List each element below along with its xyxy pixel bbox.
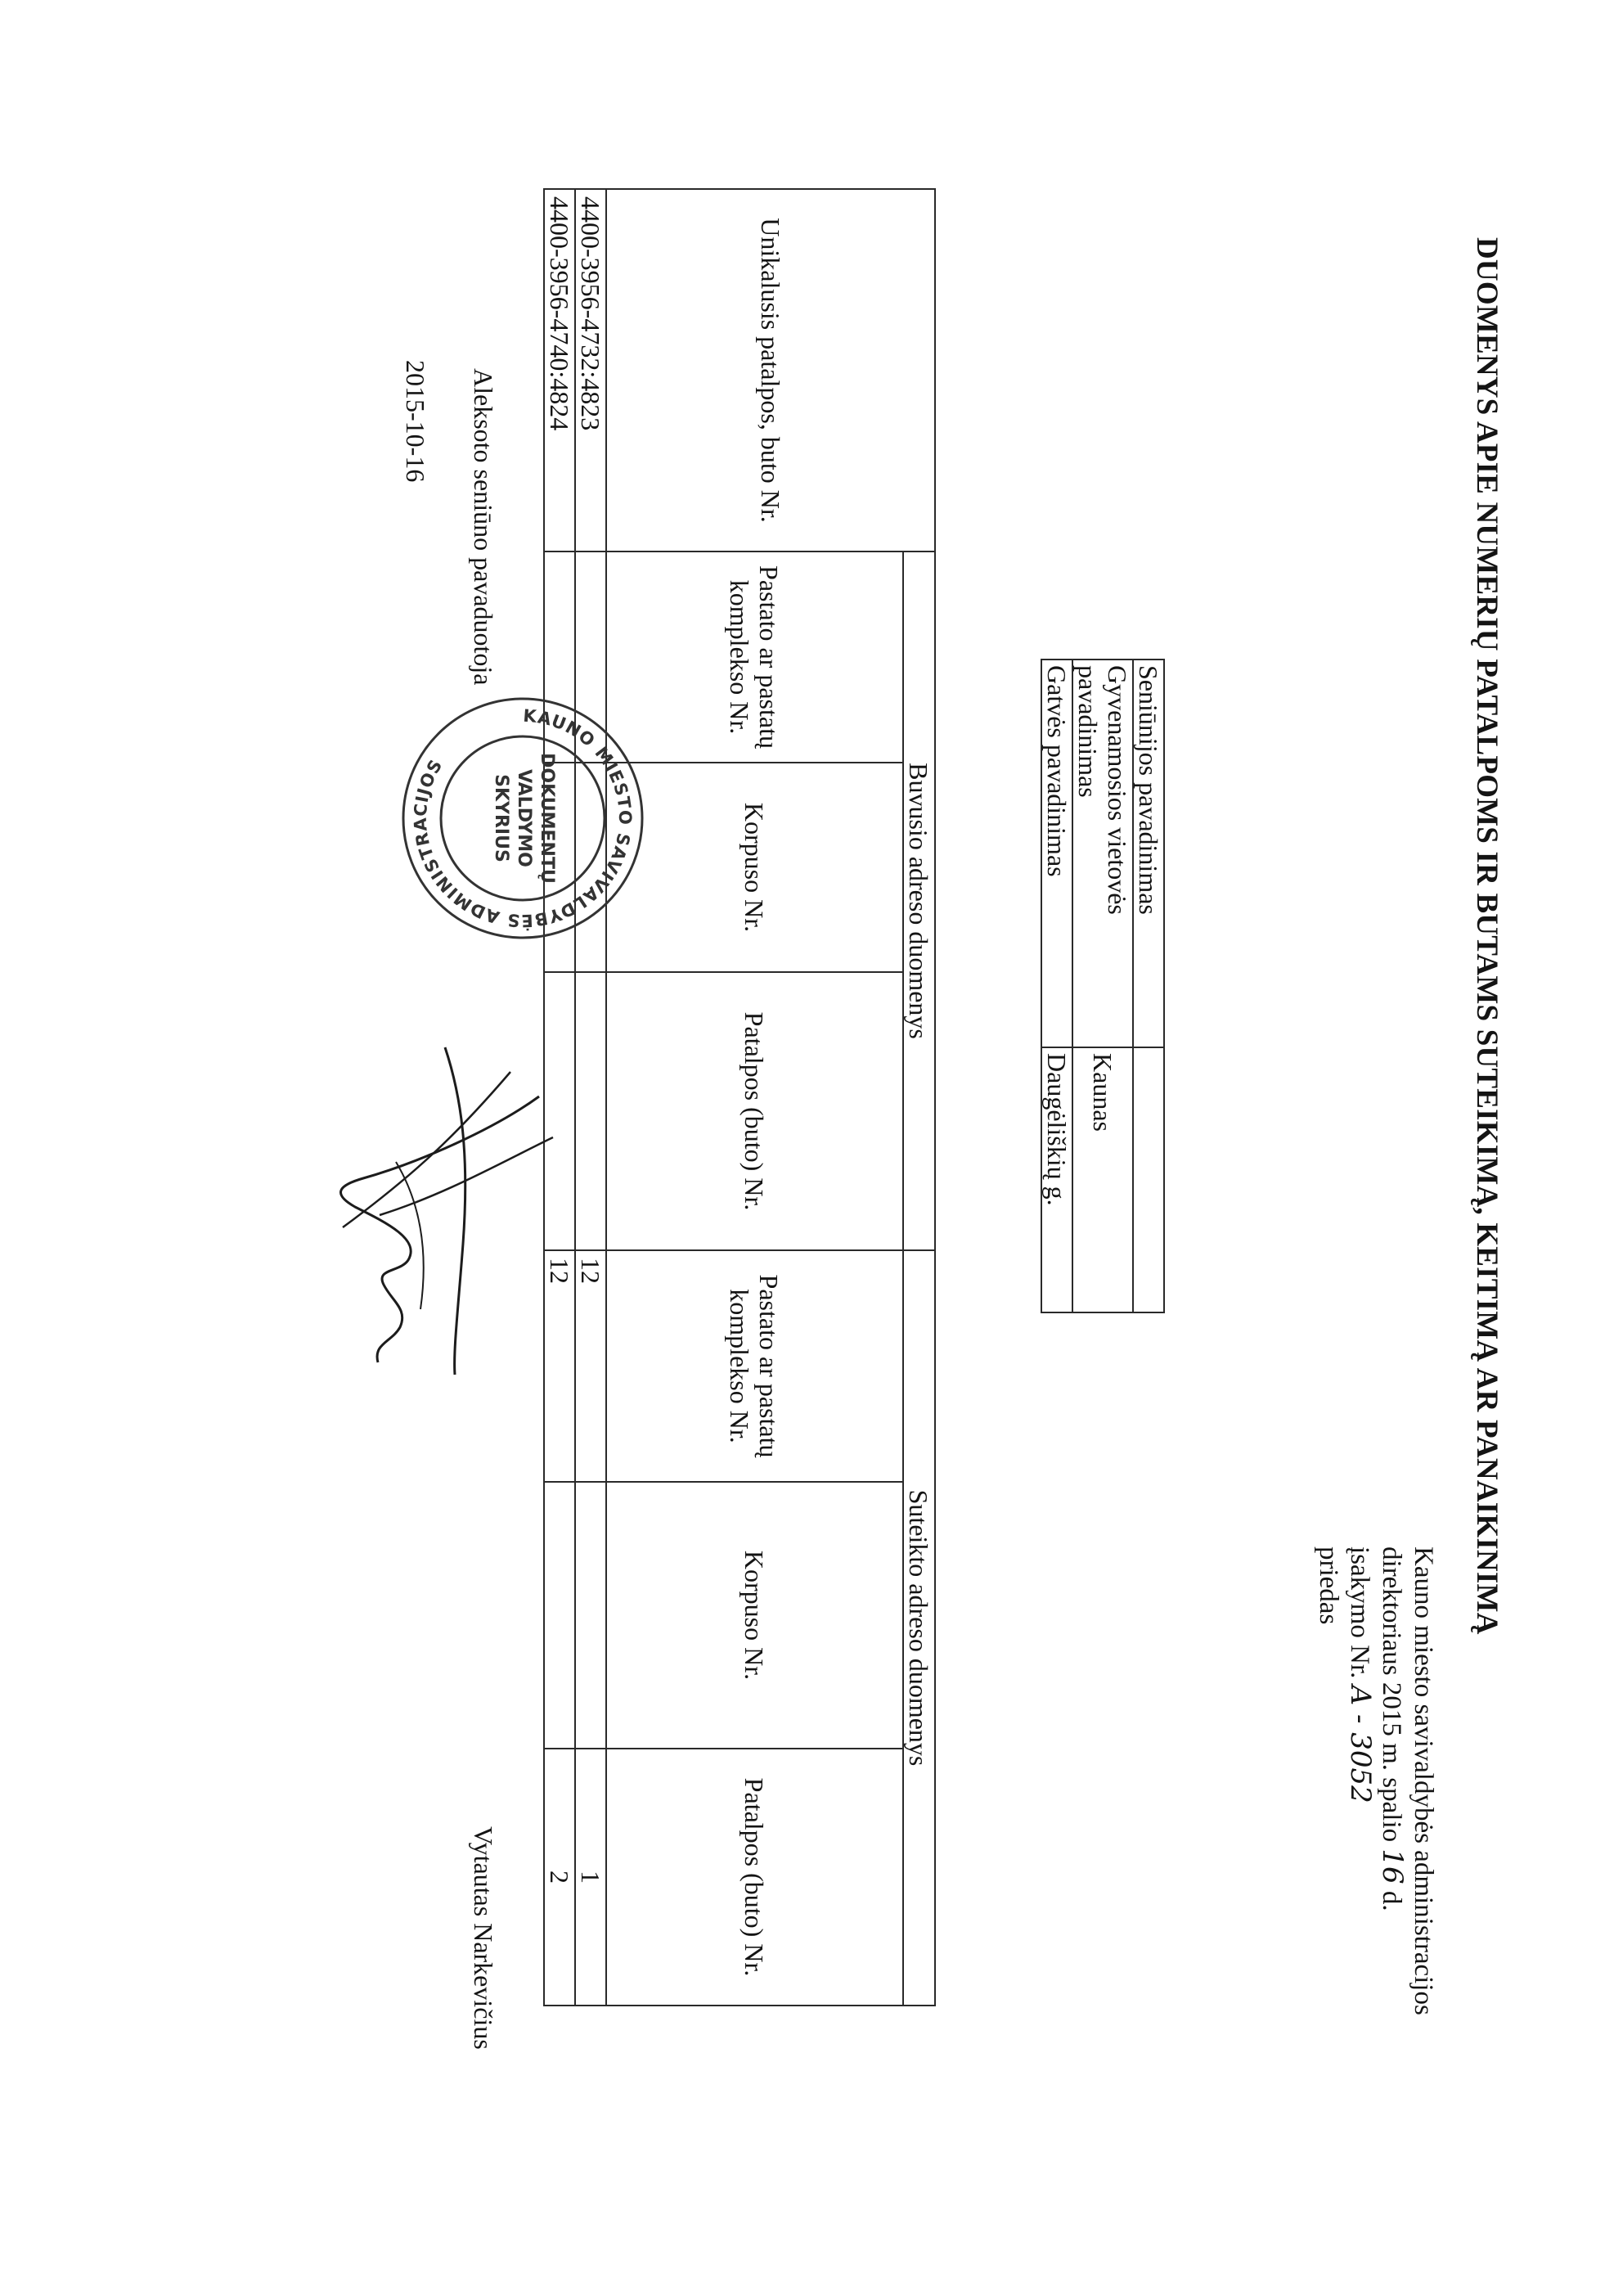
address-table [543,188,936,2006]
location-value: Kaunas [1072,1047,1133,1312]
header-line-2 [1376,1546,1408,2015]
unique-number-cell: 4400-3956-4732:4823 [575,189,606,551]
subheader-unit: Patalpos (buto) Nr. [606,1749,903,2006]
day-suffix: d. [1377,1890,1406,1911]
subheader-building: Pastato ar pastatų komplekso Nr. [606,1250,903,1482]
stamp-center-line-2: VALDYMO [514,769,534,867]
handwritten-day: 16 [1376,1848,1409,1884]
signer-title: Aleksoto seniūno pavaduotoja [469,368,498,686]
subheader-unit: Patalpos (buto) Nr. [606,972,903,1250]
header-line-4: priedas [1314,1546,1343,1625]
location-label: Seniūnijos pavadinimas [1133,660,1164,1047]
handwritten-signature [314,1039,560,1383]
address-header-row [903,189,935,2006]
old-unit-cell [575,972,606,1250]
location-row [1041,660,1072,1312]
location-label: Gyvenamosios vietovės pavadinimas [1072,660,1133,1047]
header-line-2-text: direktoriaus 2015 m. spalio [1377,1546,1406,1843]
header-new-address: Suteikto adreso duomenys [903,1250,935,2006]
new-unit-cell: 2 [544,1749,575,2006]
table-row [575,189,606,2006]
header-line-3 [1344,1546,1376,2015]
new-block-cell [544,1482,575,1749]
new-building-cell: 12 [575,1250,606,1482]
location-row [1133,660,1164,1312]
location-value [1133,1047,1164,1312]
subheader-block: Korpuso Nr. [606,1482,903,1749]
location-value: Daugėliškių g. [1041,1047,1072,1312]
new-building-cell: 12 [544,1250,575,1482]
handwritten-order-number: A - 3052 [1344,1685,1377,1803]
official-stamp [396,691,650,945]
subheader-building: Pastato ar pastatų komplekso Nr. [606,551,903,763]
stamp-center-line-3: SKYRIUS [491,774,511,862]
location-table [1041,659,1165,1313]
unique-number-cell: 4400-3956-4740:4824 [544,189,575,551]
stamp-center-line-1: DOKUMENTŲ [537,753,557,884]
signer-name: Vytautas Narkevičius [469,1826,498,2050]
header-former-address: Buvusio adreso duomenys [903,551,935,1250]
location-row [1072,660,1133,1312]
new-block-cell [575,1482,606,1749]
stamp-ring-text: KAUNO MIESTO SAVIVALDYBĖS ADMINISTRACIJOS [410,705,636,931]
subheader-block: Korpuso Nr. [606,763,903,972]
location-label: Gatvės pavadinimas [1041,660,1072,1047]
header-note [1313,1546,1439,2015]
header-unique-number: Unikalusis patalpos, buto Nr. [606,189,935,551]
header-line-1: Kauno miesto savivaldybės administracijos [1409,1546,1438,2015]
document-date: 2015-10-16 [401,360,430,483]
header-line-3-text: įsakymo Nr. [1345,1546,1374,1679]
new-unit-cell: 1 [575,1749,606,2006]
document-title: DUOMENYS APIE NUMERIŲ PATALPOMS IR BUTAMS SUTEIKIMĄ, KEITIMĄ AR PANAIKINIMĄ [1470,237,1504,1635]
